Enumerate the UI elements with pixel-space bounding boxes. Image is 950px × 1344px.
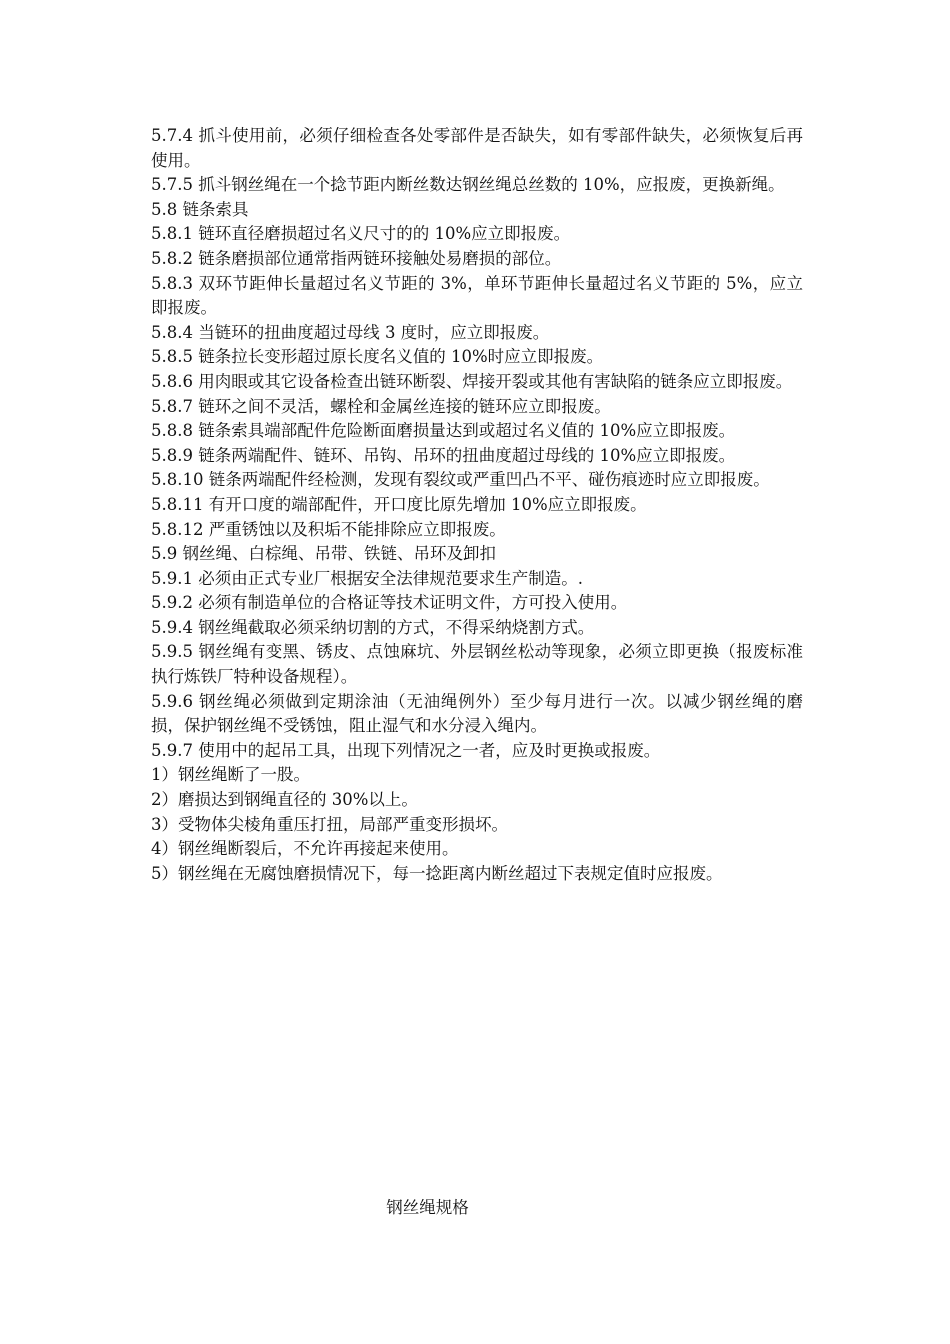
paragraph-5-8-8: 5.8.8 链条索具端部配件危险断面磨损量达到或超过名义值的 10%应立即报废。 bbox=[151, 421, 736, 441]
list-item-5: 5）钢丝绳在无腐蚀磨损情况下，每一捻距离内断丝超过下表规定值时应报废。 bbox=[151, 863, 723, 883]
paragraph-5-8-3: 5.8.3 双环节距伸长量超过名义节距的 3%，单环节距伸长量超过名义节距的 5%，应立即报废。 bbox=[151, 273, 803, 318]
list-item-3: 3）受物体尖棱角重压打扭，局部严重变形损坏。 bbox=[151, 814, 508, 834]
paragraph-5-8-9: 5.8.9 链条两端配件、链环、吊钩、吊环的扭曲度超过母线的 10%应立即报废。 bbox=[151, 445, 736, 465]
paragraph-5-8-12: 5.8.12 严重锈蚀以及积垢不能排除应立即报废。 bbox=[151, 519, 506, 539]
paragraph-5-9-2: 5.9.2 必须有制造单位的合格证等技术证明文件，方可投入使用。 bbox=[151, 593, 628, 613]
paragraph-5-8-5: 5.8.5 链条拉长变形超过原长度名义值的 10%时应立即报废。 bbox=[151, 347, 604, 367]
paragraph-5-9-7: 5.9.7 使用中的起吊工具，出现下列情况之一者，应及时更换或报废。 bbox=[151, 740, 661, 760]
paragraph-5-8-7: 5.8.7 链环之间不灵活，螺栓和金属丝连接的链环应立即报废。 bbox=[151, 396, 611, 416]
paragraph-5-8-1: 5.8.1 链环直径磨损超过名义尺寸的的 10%应立即报废。 bbox=[151, 224, 571, 244]
paragraph-5-8-11: 5.8.11 有开口度的端部配件，开口度比原先增加 10%应立即报废。 bbox=[151, 494, 647, 514]
paragraph-5-7-5: 5.7.5 抓斗钢丝绳在一个捻节距内断丝数达钢丝绳总丝数的 10%，应报废，更换新绳。 bbox=[151, 175, 785, 195]
paragraph-5-8-10: 5.8.10 链条两端配件经检测，发现有裂纹或严重凹凸不平、碰伤痕迹时应立即报废。 bbox=[151, 470, 770, 490]
paragraph-5-9-1: 5.9.1 必须由正式专业厂根据安全法律规范要求生产制造。. bbox=[151, 568, 583, 588]
paragraph-5-9-5: 5.9.5 钢丝绳有变黑、锈皮、点蚀麻坑、外层钢丝松动等现象，必须立即更换（报废标准执行炼铁厂特种设备规程）。 bbox=[151, 642, 803, 687]
paragraph-5-9-6: 5.9.6 钢丝绳必须做到定期涂油（无油绳例外）至少每月进行一次。以减少钢丝绳的磨损，保护钢丝绳不受锈蚀，阻止湿气和水分浸入绳内。 bbox=[151, 691, 803, 736]
section-heading-5-8: 5.8 链条索具 bbox=[151, 199, 249, 219]
section-heading-5-9: 5.9 钢丝绳、白棕绳、吊带、铁链、吊环及卸扣 bbox=[151, 544, 496, 564]
paragraph-5-7-4: 5.7.4 抓斗使用前，必须仔细检查各处零部件是否缺失，如有零部件缺失，必须恢复后再使用。 bbox=[151, 126, 803, 170]
paragraph-5-8-6: 5.8.6 用肉眼或其它设备检查出链环断裂、焊接开裂或其他有害缺陷的链条应立即报废。 bbox=[151, 371, 793, 391]
paragraph-5-9-4: 5.9.4 钢丝绳截取必须采纳切割的方式，不得采纳烧割方式。 bbox=[151, 617, 595, 637]
document-body bbox=[151, 124, 803, 886]
table-caption: 钢丝绳规格 bbox=[386, 1198, 469, 1217]
list-item-4: 4）钢丝绳断裂后，不允许再接起来使用。 bbox=[151, 839, 459, 859]
paragraph-5-8-4: 5.8.4 当链环的扭曲度超过母线 3 度时，应立即报废。 bbox=[151, 322, 550, 342]
list-item-2: 2）磨损达到钢绳直径的 30%以上。 bbox=[151, 790, 418, 810]
list-item-1: 1）钢丝绳断了一股。 bbox=[151, 765, 310, 785]
paragraph-5-8-2: 5.8.2 链条磨损部位通常指两链环接触处易磨损的部位。 bbox=[151, 248, 562, 268]
